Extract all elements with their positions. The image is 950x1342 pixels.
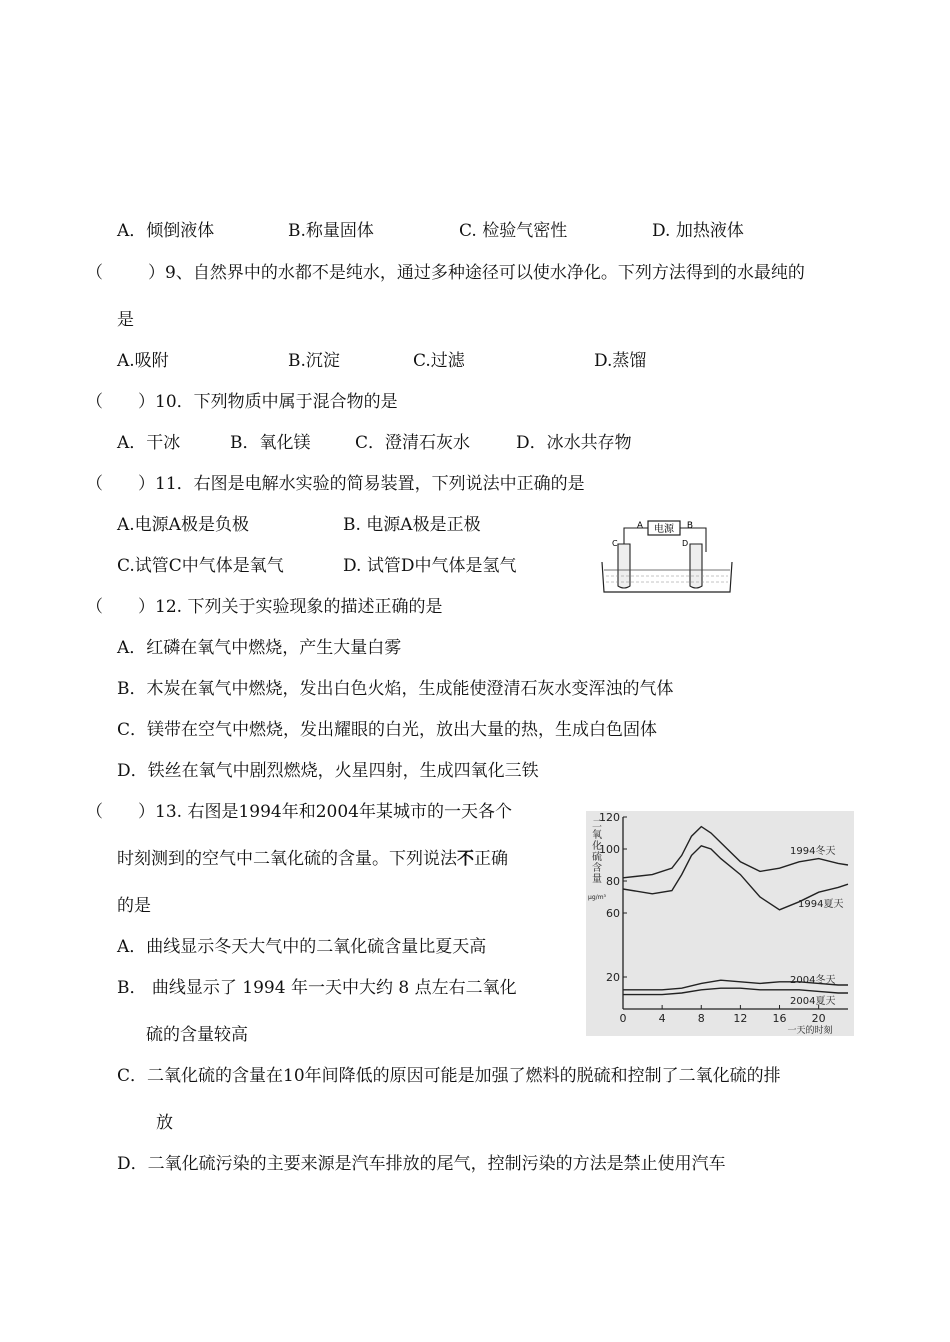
terminal-b-label: B [686,521,694,531]
tube-d-label: D [682,539,689,548]
y-tick-label: 120 [599,811,620,824]
x-tick-label: 8 [697,1012,705,1025]
q8-option-a: A．倾倒液体 [117,221,215,241]
q9-option-a: A.吸附 [117,351,169,371]
so2-chart-panel [586,811,854,1036]
electrolysis-apparatus-figure [598,514,738,594]
q11-option-c: C.试管C中气体是氧气 [117,556,284,576]
q8-option-d: D. 加热液体 [652,221,744,241]
series-label-1: 1994夏天 [798,899,844,910]
q13-stem-pre: 时刻测到的空气中二氧化硫的含量。下列说法 [117,849,457,869]
q13-answer-paren: （ [86,802,103,822]
x-axis-label: 一天的时刻 [787,1026,833,1036]
q9-stem: ）9、自然界中的水都不是纯水，通过多种途径可以使水净化。下列方法得到的水最纯的 [148,263,805,283]
q13-option-c: C．二氧化硫的含量在10年间降低的原因可能是加强了燃料的脱硫和控制了二氧化硫的排 [117,1066,781,1086]
y-axis-label-char: 二 [592,819,602,830]
power-label: 电源 [654,524,674,535]
x-tick-label: 0 [619,1012,627,1025]
q11-option-a: A.电源A极是负极 [117,515,249,535]
series-label-0: 1994冬天 [790,846,836,857]
y-axis-unit: μg/m³ [588,894,606,901]
tube-c-label: C [612,539,618,548]
q10-answer-paren: （ [86,392,103,412]
x-tick-label: 16 [772,1012,787,1025]
q13-stem-post: 正确 [474,849,508,869]
q11-stem: ）11．右图是电解水实验的简易装置，下列说法中正确的是 [138,474,585,494]
q10-option-b: B．氧化镁 [230,433,311,453]
q10-option-c: C．澄清石灰水 [355,433,471,453]
q13-option-a: A．曲线显示冬天大气中的二氧化硫含量比夏天高 [117,937,487,957]
q9-stem-cont: 是 [117,310,134,330]
q13-option-b-cont: 硫的含量较高 [146,1025,248,1045]
q12-stem: ）12. 下列关于实验现象的描述正确的是 [138,597,443,617]
q12-option-d: D．铁丝在氧气中剧烈燃烧，火星四射，生成四氧化三铁 [117,761,539,781]
q11-option-d: D. 试管D中气体是氢气 [343,556,517,576]
q11-answer-paren: （ [86,474,103,494]
q13-option-d: D．二氧化硫污染的主要来源是汽车排放的尾气，控制污染的方法是禁止使用汽车 [117,1154,726,1174]
x-tick-label: 20 [811,1012,826,1025]
series-label-3: 2004夏天 [790,996,836,1007]
q13-stem-cont [117,848,508,870]
y-tick-label: 20 [606,971,620,984]
q13-option-c-cont: 放 [156,1113,173,1133]
y-axis-label-char: 量 [592,874,602,885]
y-tick-label: 60 [606,907,620,920]
q9-option-c: C.过滤 [413,351,465,371]
q8-option-b: B.称量固体 [288,221,374,241]
q12-option-a: A．红磷在氧气中燃烧，产生大量白雾 [117,638,402,658]
terminal-a-label: A [636,521,644,531]
so2-chart [586,811,854,1036]
x-tick-label: 4 [658,1012,666,1025]
q9-option-b: B.沉淀 [288,351,340,371]
x-tick-label: 12 [733,1012,748,1025]
q11-option-b: B. 电源A极是正极 [343,515,481,535]
q12-option-b: B．木炭在氧气中燃烧，发出白色火焰，生成能使澄清石灰水变浑浊的气体 [117,679,674,699]
y-axis-label-char: 化 [592,841,602,852]
q13-stem: ）13. 右图是1994年和2004年某城市的一天各个 [138,802,512,822]
q8-option-c: C. 检验气密性 [459,221,568,241]
q13-stem-end: 的是 [117,896,151,916]
q10-option-d: D．冰水共存物 [516,433,632,453]
y-tick-label: 80 [606,875,620,888]
q9-option-d: D.蒸馏 [594,351,647,371]
y-tick-label: 100 [599,843,620,856]
q12-answer-paren: （ [86,597,103,617]
y-axis-label-char: 硫 [592,852,602,863]
y-axis-label-char: 氧 [592,830,602,841]
q10-stem: ）10．下列物质中属于混合物的是 [138,392,398,412]
q9-answer-paren: （ [86,263,103,283]
q13-option-b: B． 曲线显示了 1994 年一天中大约 8 点左右二氧化 [117,978,517,998]
q10-option-a: A．干冰 [117,433,181,453]
y-axis-label-char: 含 [592,863,602,874]
series-label-2: 2004冬天 [790,975,836,986]
q13-emphasis-not: 不 [457,849,474,869]
q12-option-c: C．镁带在空气中燃烧，发出耀眼的白光，放出大量的热，生成白色固体 [117,720,658,740]
